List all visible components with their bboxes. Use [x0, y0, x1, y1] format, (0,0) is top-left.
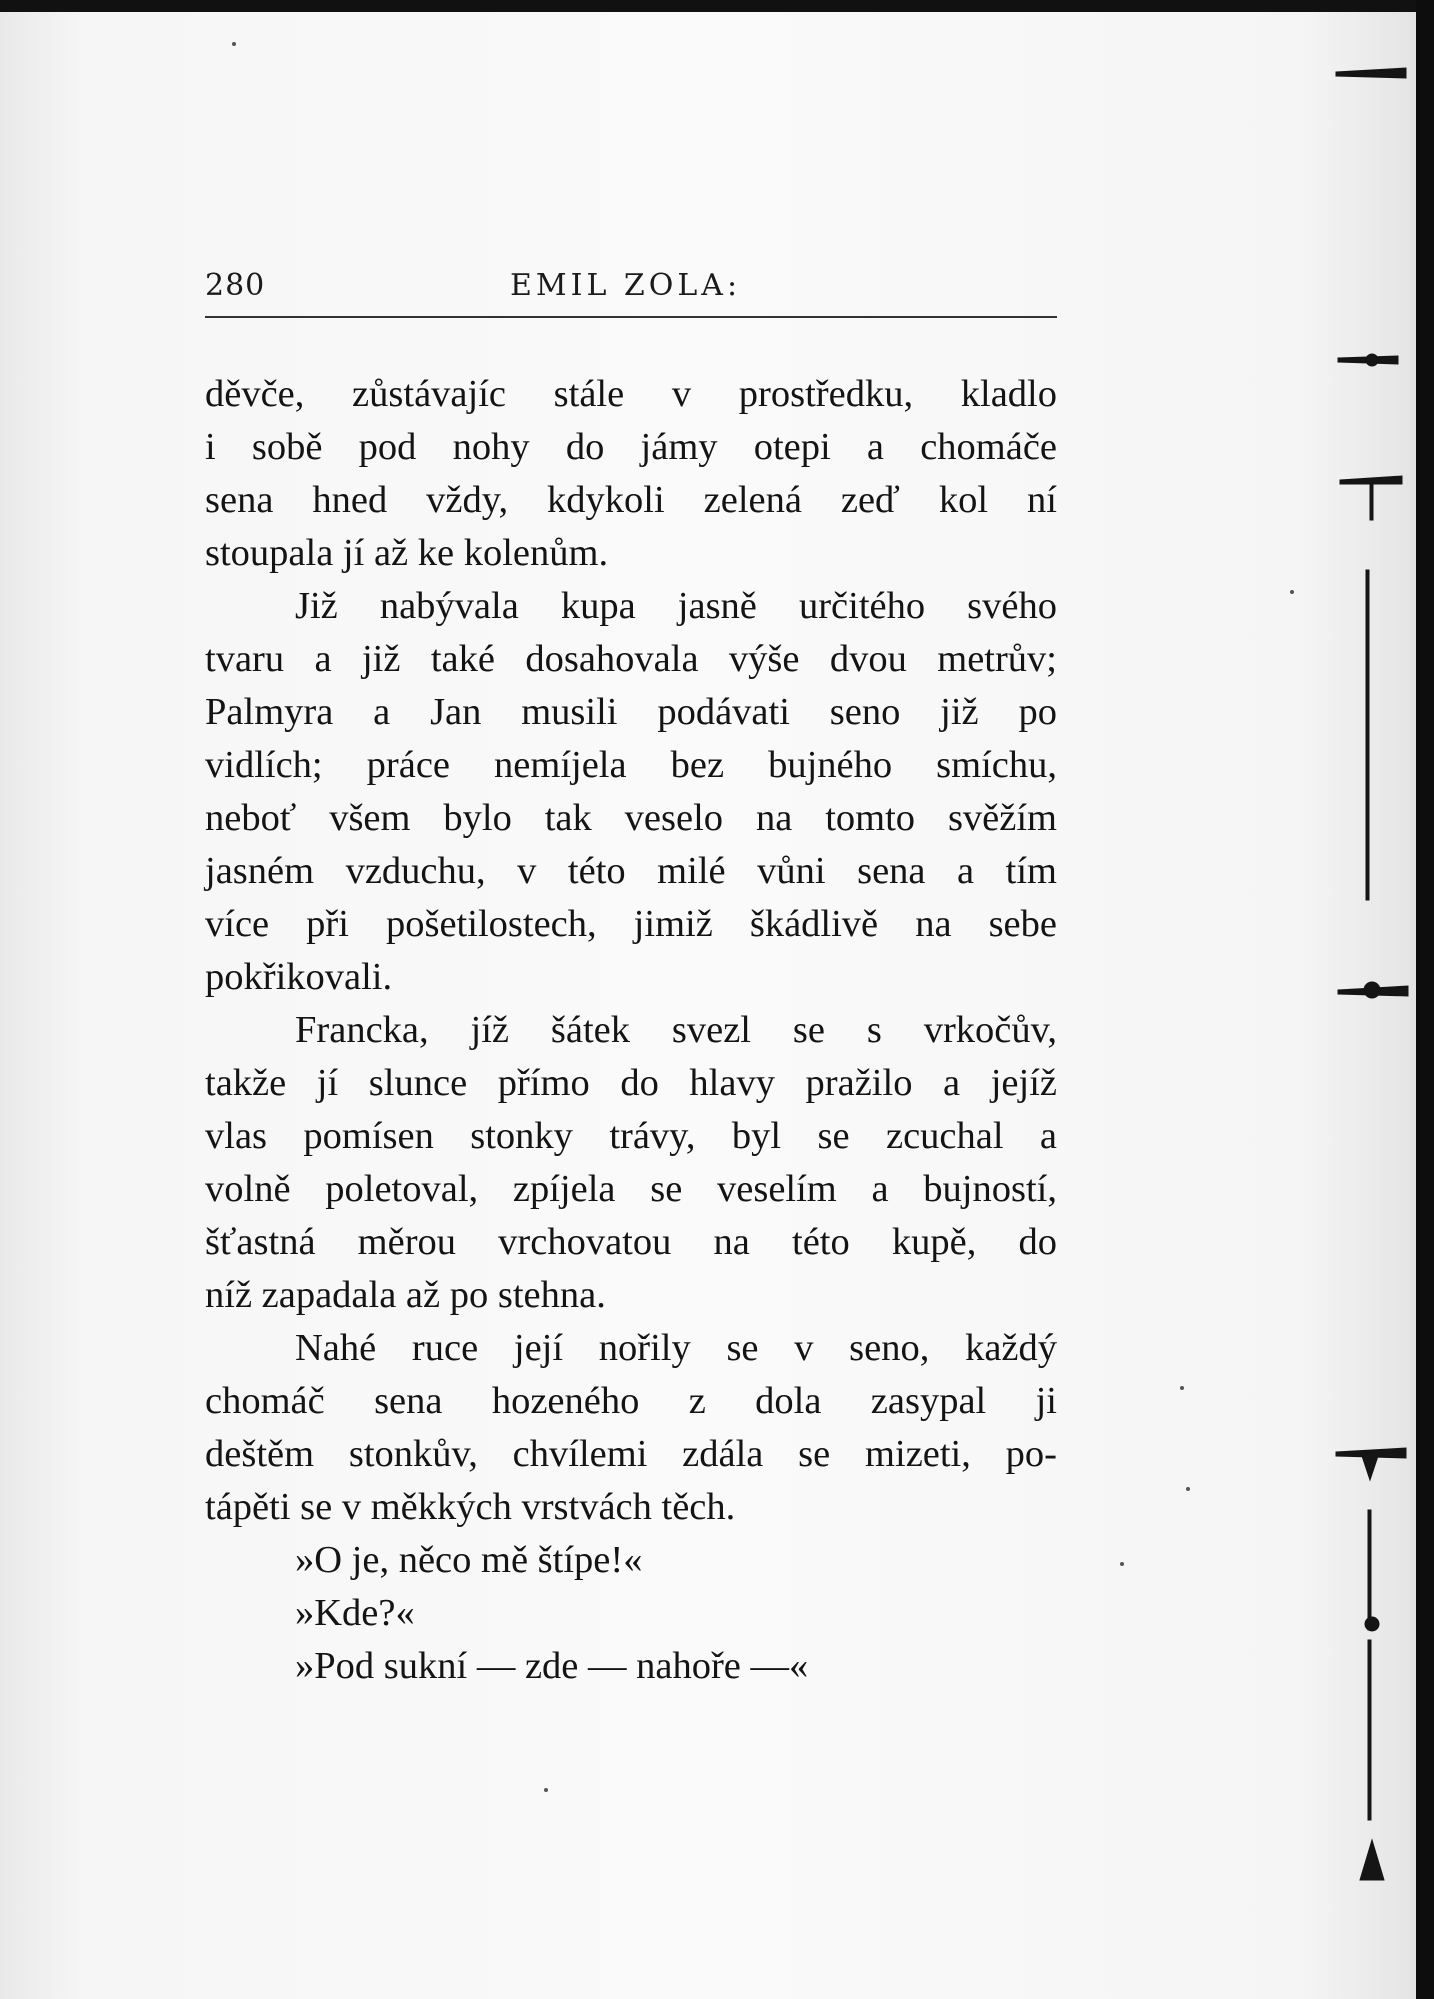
ornament-dot	[1365, 1617, 1379, 1631]
text-line: vidlích; práce nemíjela bez bujného smíchu,	[205, 744, 1057, 786]
scanned-page	[0, 12, 1416, 1999]
ornament-drop	[1360, 1840, 1384, 1880]
ornament-stem	[1368, 1510, 1371, 1630]
paragraph-1	[205, 368, 1057, 580]
text-line: i sobě pod nohy do jámy otepi a chomáče	[205, 426, 1057, 468]
scan-speck	[1180, 1386, 1184, 1390]
text-line: takže jí slunce přímo do hlavy pražilo a jejíž	[205, 1062, 1057, 1104]
text-line: chomáč sena hozeného z dola zasypal ji	[205, 1380, 1057, 1422]
text-line: vlas pomísen stonky trávy, byl se zcuchal a	[205, 1115, 1057, 1157]
ornament-stem	[1370, 480, 1373, 520]
text-line: neboť všem bylo tak veselo na tomto svěžím	[205, 797, 1057, 839]
text-line: jasném vzduchu, v této milé vůni sena a tím	[205, 850, 1057, 892]
ornament-dash	[1336, 68, 1406, 78]
scan-speck	[1120, 1562, 1124, 1566]
text-line: více při pošetilostech, jimiž škádlivě na sebe	[205, 903, 1057, 945]
text-line: Nahé ruce její nořily se v seno, každý	[295, 1327, 1057, 1369]
body-text	[205, 368, 1057, 1693]
paragraph-4	[205, 1322, 1057, 1534]
text-line: deštěm stonkův, chvílemi zdála se mizeti, po-	[205, 1433, 1057, 1475]
text-line: stoupala jí až ke kolenům.	[205, 532, 609, 574]
text-line: šťastná měrou vrchovatou na této kupě, do	[205, 1221, 1057, 1263]
scan-speck	[232, 42, 236, 46]
scan-speck	[1290, 590, 1294, 594]
text-line: Francka, jíž šátek svezl se s vrkočův,	[295, 1009, 1057, 1051]
paragraph-3	[205, 1004, 1057, 1322]
dialog-line: »Pod sukní — zde — nahoře —«	[295, 1645, 809, 1687]
text-line: tvaru a již také dosahovala výše dvou metrův;	[205, 638, 1057, 680]
paragraph-2	[205, 580, 1057, 1004]
ornament-stem	[1366, 570, 1369, 900]
text-line: tápěti se v měkkých vrstvách těch.	[205, 1486, 736, 1528]
ornament-stem	[1368, 1640, 1371, 1820]
binding-ornaments	[1326, 0, 1416, 1999]
text-line: sena hned vždy, kdykoli zelená zeď kol ní	[205, 479, 1057, 521]
text-line: volně poletoval, zpíjela se veselím a bujností,	[205, 1168, 1057, 1210]
dialog-block	[205, 1534, 1057, 1693]
scan-speck	[544, 1788, 548, 1792]
text-line: níž zapadala až po stehna.	[205, 1274, 606, 1316]
ornament-dot	[1366, 354, 1378, 366]
text-line: děvče, zůstávajíc stále v prostředku, kladlo	[205, 373, 1057, 415]
page-number: 280	[205, 268, 266, 303]
text-line: Již nabývala kupa jasně určitého svého	[295, 585, 1057, 627]
scan-speck	[1186, 1487, 1190, 1491]
text-line: pokřikovali.	[205, 956, 393, 998]
scan-edge-shadow	[1416, 0, 1434, 1999]
text-line: Palmyra a Jan musili podávati seno již po	[205, 691, 1057, 733]
dialog-line: »O je, něco mě štípe!«	[295, 1539, 643, 1581]
ornament-drop	[1362, 1456, 1378, 1480]
running-title: EMIL ZOLA:	[510, 268, 742, 303]
dialog-line: »Kde?«	[295, 1592, 415, 1634]
page-header	[205, 268, 1057, 318]
ornament-dot	[1364, 982, 1380, 998]
